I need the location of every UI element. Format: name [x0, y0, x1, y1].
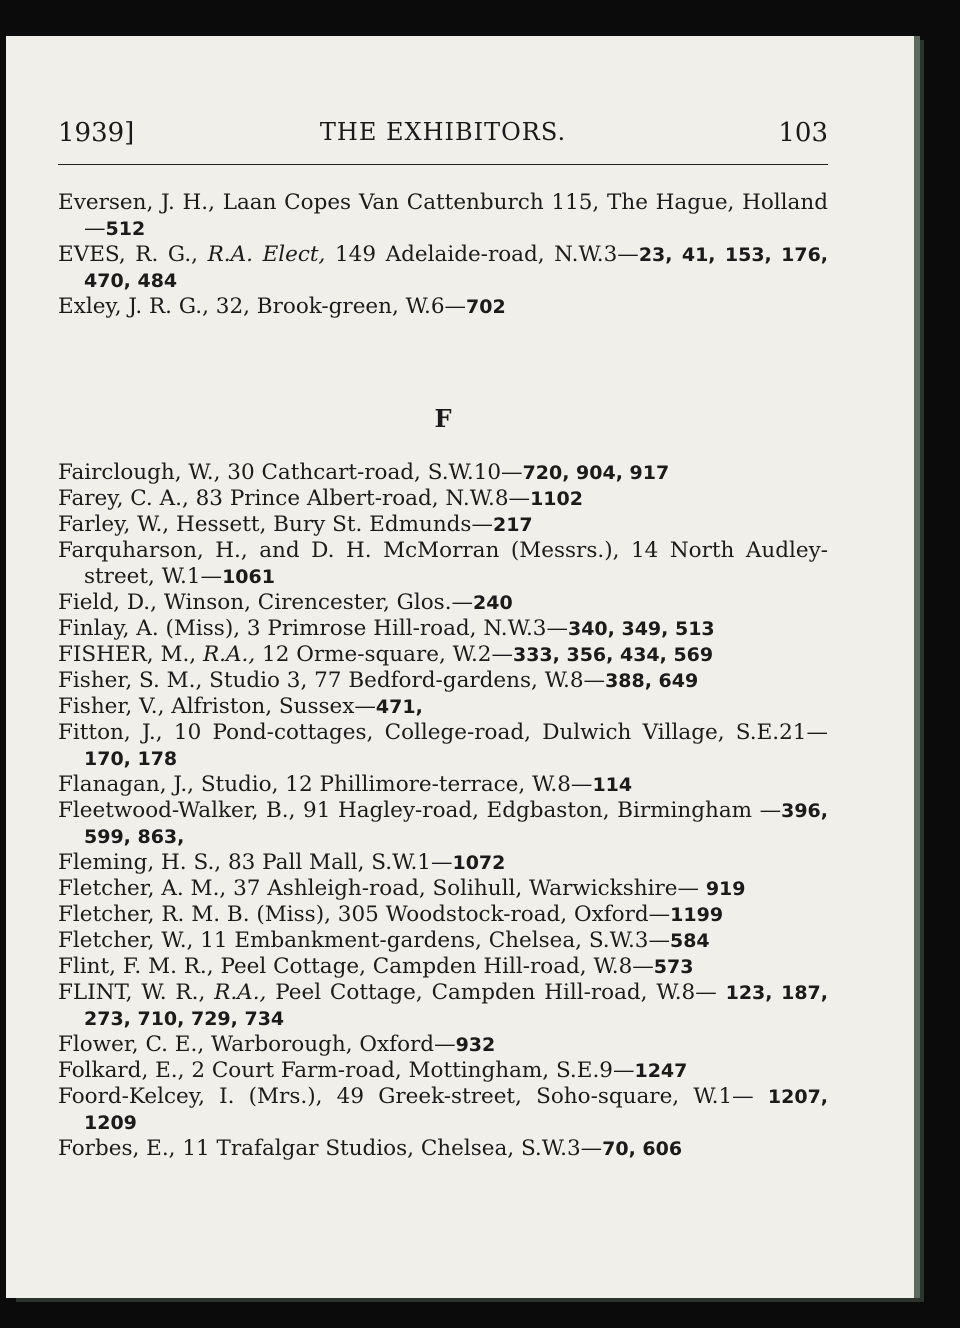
exhibitor-name: Fairclough, W., [58, 460, 228, 485]
exhibit-numbers: 123, 187, 273, 710, 729, 734 [84, 982, 828, 1030]
exhibitor-address: 3 Primrose Hill-road, N.W.3— [246, 616, 568, 641]
exhibitor-entry [58, 928, 828, 954]
exhibit-numbers: 1199 [670, 904, 724, 926]
exhibitor-name: Foord-Kelcey, I. (Mrs.), [58, 1084, 337, 1109]
exhibitor-name: Finlay, A. (Miss), [58, 616, 247, 641]
exhibitor-name: Flint, F. M. R., [58, 954, 221, 979]
exhibitor-entry [58, 980, 828, 1032]
header-rule [58, 164, 828, 165]
exhibitor-name: Fisher, S. M., [58, 668, 210, 693]
exhibit-numbers: 919 [705, 878, 746, 900]
exhibitor-address: Peel Cottage, Campden Hill-road, W.8— [266, 980, 726, 1005]
exhibitor-address: 30 Cathcart-road, S.W.10— [227, 460, 523, 485]
exhibitor-name: Flanagan, J., [58, 772, 201, 797]
exhibitor-name: Farey, C. A., [58, 486, 196, 511]
exhibitor-entry [58, 1136, 828, 1162]
exhibitor-address: Alfriston, Sussex— [171, 694, 376, 719]
exhibit-numbers: 114 [592, 774, 633, 796]
exhibitor-title: R.A., [214, 980, 267, 1005]
page-number: 103 [778, 118, 828, 148]
exhibit-numbers: 1061 [222, 566, 275, 588]
exhibit-numbers: 1102 [530, 488, 583, 510]
exhibitor-entry [58, 460, 828, 486]
exhibitor-name: Farley, W., [58, 512, 176, 537]
book-page [6, 36, 914, 1298]
exhibitor-name: Folkard, E., [58, 1058, 192, 1083]
exhibitor-name: FISHER, M., [58, 642, 203, 667]
exhibitor-entry [58, 1058, 828, 1084]
exhibitor-name: Fletcher, W., [58, 928, 201, 953]
exhibitor-address: 83 Prince Albert-road, N.W.8— [195, 486, 531, 511]
exhibitor-entry [58, 954, 828, 980]
exhibitor-entry [58, 1084, 828, 1136]
exhibitor-address: 10 Pond-cottages, College-road, Dulwich Village, S.E.21— [173, 720, 828, 745]
exhibitor-entry [58, 668, 828, 694]
exhibit-numbers: 23, 41, 153, 176, 470, 484 [84, 244, 829, 292]
exhibit-numbers: 932 [455, 1034, 496, 1056]
header-year: 1939] [58, 118, 135, 148]
exhibitor-entry [58, 590, 828, 616]
section-letter-f: F [434, 404, 452, 433]
exhibitor-entry [58, 850, 828, 876]
exhibitor-name: Flower, C. E., [58, 1032, 211, 1057]
exhibit-numbers: 1207, 1209 [84, 1086, 829, 1134]
exhibitor-title: R.A. Elect, [207, 242, 326, 267]
exhibitor-entry [58, 772, 828, 798]
exhibit-numbers: 240 [473, 592, 513, 614]
exhibit-numbers: 1072 [452, 852, 506, 874]
exhibitor-address: 83 Pall Mall, S.W.1— [227, 850, 453, 875]
header-title: THE EXHIBITORS. [319, 118, 567, 146]
exhibitor-entry [58, 1032, 828, 1058]
exhibit-numbers: 340, 349, 513 [567, 618, 715, 640]
exhibitor-entry [58, 876, 828, 902]
exhibitor-entry [58, 616, 828, 642]
exhibit-numbers: 471, [375, 696, 423, 718]
exhibitor-entry [58, 242, 828, 294]
exhibit-numbers: 573 [653, 956, 694, 978]
exhibitor-entry [58, 538, 828, 590]
exhibitor-name: Fleetwood-Walker, B., [58, 798, 304, 823]
exhibitor-address: Studio, 12 Phillimore-terrace, W.8— [200, 772, 593, 797]
exhibitor-address: 32, Brook-green, W.6— [215, 294, 467, 319]
exhibit-numbers: 70, 606 [602, 1138, 683, 1160]
exhibitor-address: 91 Hagley-road, Edgbaston, Birmingham — [303, 798, 782, 823]
exhibit-numbers: 1247 [634, 1060, 688, 1082]
exhibit-numbers: 396, 599, 863, [84, 800, 828, 848]
exhibitor-entry [58, 190, 828, 242]
exhibit-numbers: 720, 904, 917 [522, 462, 670, 484]
exhibitor-entry [58, 294, 828, 320]
exhibitor-address: Hessett, Bury St. Edmunds— [175, 512, 493, 537]
exhibitor-entry [58, 486, 828, 512]
exhibitor-name: EVES, R. G., [58, 242, 208, 267]
entries-f [58, 460, 828, 1162]
exhibit-numbers: 512 [105, 218, 146, 240]
exhibitor-address: and D. H. McMorran (Messrs.), 14 North Audley-street, W.1— [84, 538, 829, 589]
running-header [58, 118, 828, 158]
exhibitor-address: 11 Trafalgar Studios, Chelsea, S.W.3— [182, 1136, 603, 1161]
exhibitor-name: FLINT, W. R., [58, 980, 215, 1005]
exhibitor-name: Eversen, J. H., [58, 190, 223, 215]
exhibitor-address: 11 Embankment-gardens, Chelsea, S.W.3— [200, 928, 670, 953]
exhibitor-address: Warborough, Oxford— [211, 1032, 456, 1057]
exhibitor-name: Fisher, V., [58, 694, 172, 719]
exhibit-numbers: 388, 649 [605, 670, 699, 692]
exhibit-numbers: 333, 356, 434, 569 [512, 644, 714, 666]
exhibit-numbers: 170, 178 [84, 748, 178, 770]
exhibitor-name: Farquharson, H., [58, 538, 260, 563]
exhibitor-address: Laan Copes Van Cattenburch 115, The Hague, Holland— [84, 190, 828, 241]
exhibitor-entry [58, 798, 828, 850]
exhibitor-entry [58, 694, 828, 720]
exhibitor-address: Winson, Cirencester, Glos.— [163, 590, 474, 615]
exhibitor-address: Studio 3, 77 Bedford-gardens, W.8— [209, 668, 606, 693]
exhibitor-address: 149 Adelaide-road, N.W.3— [325, 242, 639, 267]
exhibitor-entry [58, 642, 828, 668]
exhibitor-address: 37 Ashleigh-road, Solihull, Warwickshire— [233, 876, 706, 901]
exhibitor-address: 305 Woodstock-road, Oxford— [337, 902, 671, 927]
exhibitor-name: Exley, J. R. G., [58, 294, 216, 319]
exhibitor-entry [58, 512, 828, 538]
exhibit-numbers: 217 [492, 514, 533, 536]
exhibitor-address: 12 Orme-square, W.2— [255, 642, 513, 667]
exhibitor-entry [58, 902, 828, 928]
exhibitor-entry [58, 720, 828, 772]
exhibit-numbers: 702 [466, 296, 506, 318]
exhibitor-address: 2 Court Farm-road, Mottingham, S.E.9— [191, 1058, 635, 1083]
exhibitor-address: 49 Greek-street, Soho-square, W.1— [336, 1084, 768, 1109]
exhibitor-name: Fletcher, R. M. B. (Miss), [58, 902, 338, 927]
exhibitor-name: Fletcher, A. M., [58, 876, 234, 901]
exhibitor-name: Forbes, E., [58, 1136, 183, 1161]
exhibitor-address: Peel Cottage, Campden Hill-road, W.8— [220, 954, 654, 979]
exhibitor-name: Field, D., [58, 590, 164, 615]
exhibitor-title: R.A., [202, 642, 256, 667]
exhibitor-name: Fleming, H. S., [58, 850, 228, 875]
entries-e [58, 190, 828, 320]
exhibit-numbers: 584 [669, 930, 710, 952]
exhibitor-name: Fitton, J., [58, 720, 174, 745]
